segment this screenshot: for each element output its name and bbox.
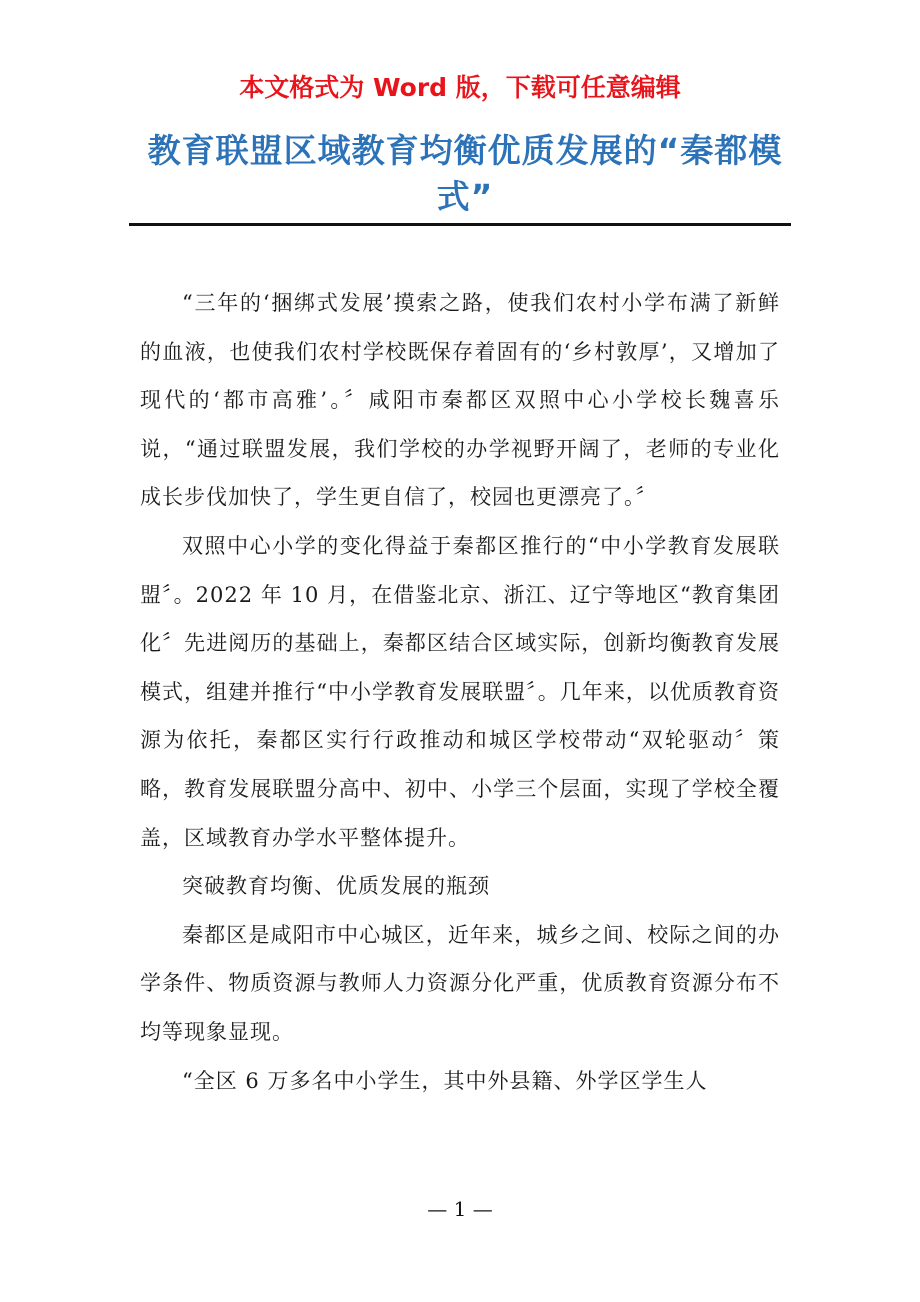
- page-number: — 1 —: [427, 1197, 493, 1221]
- paragraph-3: 秦都区是咸阳市中心城区，近年来，城乡之间、校际之间的办学条件、物质资源与教师人力资源分化严重，优质教育资源分布不均等现象显现。: [140, 922, 780, 1044]
- section-heading: 突破教育均衡、优质发展的瓶颈: [182, 874, 490, 899]
- paragraph-2: 双照中心小学的变化得益于秦都区推行的“中小学教育发展联盟〞。2022 年 10 月，在借鉴北京、浙江、辽宁等地区“教育集团化〞先进阅历的基础上，秦都区结合区域实际，创新均衡教育发展模式，组建并推行“中小学教育发展联盟〞。几年来，以优质教育资源为依托，秦都区实行行政推动和城区学校带动“双轮驱动〞策略，教育发展联盟分高中、初中、小学三个层面，实现了学校全覆盖，区域教育办学水平整体提升。: [140, 533, 780, 850]
- paragraph-1: “三年的‘捆绑式发展’摸索之路，使我们农村小学布满了新鲜的血液，也使我们农村学校既保存着固有的‘乡村敦厚’，又增加了现代的‘都市高雅’。〞咸阳市秦都区双照中心小学校长魏喜乐说，“通过联盟发展，我们学校的办学视野开阔了，老师的专业化成长步伐加快了，学生更自信了，校园也更漂亮了。〞: [140, 291, 780, 510]
- article-title: 教育联盟区域教育均衡优质发展的“秦都模式”: [147, 131, 783, 216]
- title-divider: [129, 223, 791, 226]
- paragraph-4: “全区 6 万多名中小学生，其中外县籍、外学区学生人: [182, 1068, 708, 1093]
- format-notice-banner: 本文格式为 Word 版，下载可任意编辑: [239, 73, 681, 102]
- article-body: [140, 279, 780, 1105]
